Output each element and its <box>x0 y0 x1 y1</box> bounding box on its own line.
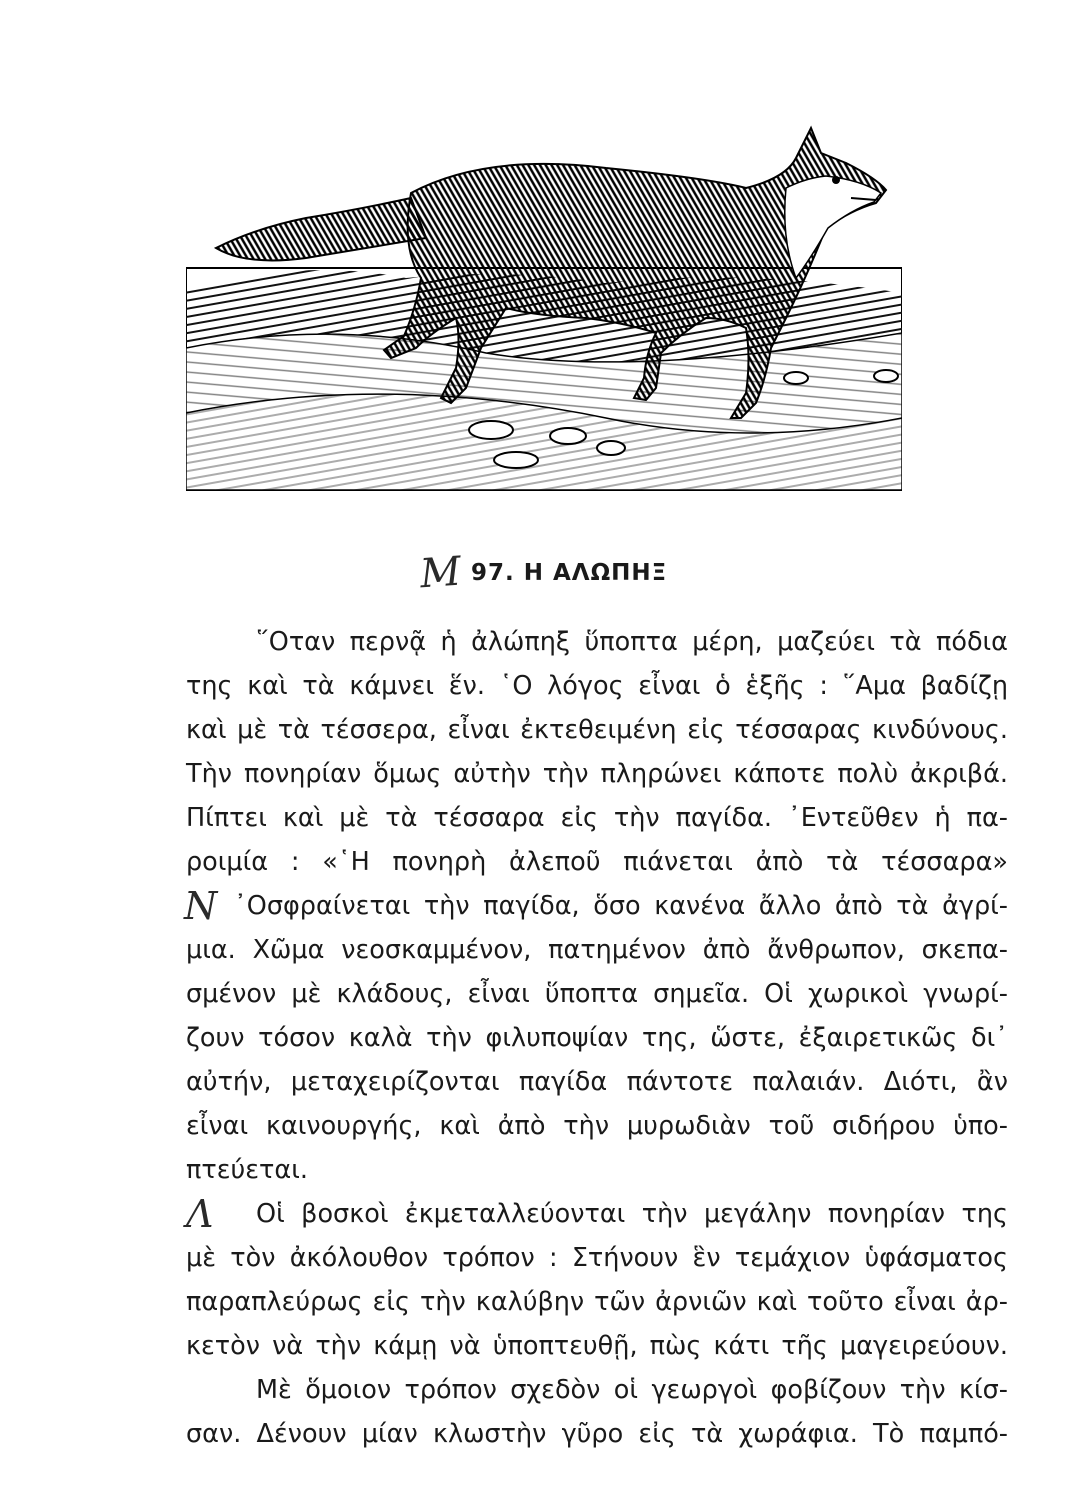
text-line: πτεύεται. <box>186 1155 308 1185</box>
text-line-content: Οἱ βοσκοὶ ἐκμεταλλεύονται τὴν μεγάλην πονηρίαν της <box>256 1199 1008 1229</box>
text-line: Μὲ ὅμοιον τρόπον σχεδὸν οἱ γεωργοὶ φοβίζουν τὴν κίσ- <box>256 1375 1008 1405</box>
text-line: παραπλεύρως εἰς τὴν καλύβην τῶν ἀρνιῶν καὶ τοῦτο εἶναι ἀρ- <box>186 1287 1008 1317</box>
heading <box>420 548 667 598</box>
text-line: της καὶ τὰ κάμνει ἕν. ῾Ο λόγος εἶναι ὁ ἑξῆς : ῞Αμα βαδίζῃ <box>186 671 1008 701</box>
text-line: μια. Χῶμα νεοσκαμμένον, πατημένον ἀπὸ ἄνθρωπον, σκεπα- <box>186 935 1008 965</box>
text-line-content: ᾿Οσφραίνεται τὴν παγίδα, ὅσο κανένα ἄλλο ἀπὸ τὰ ἀγρί- <box>234 891 1008 921</box>
text-line: Τὴν πονηρίαν ὅμως αὐτὴν τὴν πληρώνει κάποτε πολὺ ἀκριβά. <box>186 759 1008 789</box>
text-line: καὶ μὲ τὰ τέσσερα, εἶναι ἐκτεθειμένη εἰς τέσσαρας κινδύνους. <box>186 715 1008 745</box>
text-line: κετὸν νὰ τὴν κάμῃ νὰ ὑποπτευθῇ, πὼς κάτι τῆς μαγειρεύουν. <box>186 1331 1008 1361</box>
page-title: 97. Η ΑΛΩΠΗΞ <box>470 560 668 586</box>
text-line: αὐτήν, μεταχειρίζονται παγίδα πάντοτε παλαιάν. Διότι, ἂν <box>186 1067 1008 1097</box>
text-line: μὲ τὸν ἀκόλουθον τρόπον : Στήνουν ἓν τεμάχιον ὑφάσματος <box>186 1243 1008 1273</box>
text-line: ροιμία : «῾Η πονηρὴ ἀλεποῦ πιάνεται ἀπὸ τὰ τέσσαρα» <box>186 847 1008 877</box>
margin-mark: Λ <box>186 1192 214 1236</box>
text-line: σμένον μὲ κλάδους, εἶναι ὕποπτα σημεῖα. Οἱ χωρικοὶ γνωρί- <box>186 979 1008 1009</box>
text-line <box>186 1192 1008 1236</box>
text-line: Πίπτει καὶ μὲ τὰ τέσσαρα εἰς τὴν παγίδα. ᾿Εντεῦθεν ἡ πα- <box>186 803 1008 833</box>
body-text <box>186 620 1008 1456</box>
text-line: ῞Οταν περνᾷ ἡ ἀλώπηξ ὕποπτα μέρη, μαζεύει τὰ πόδια <box>256 627 1008 657</box>
text-line: σαν. Δένουν μίαν κλωστὴν γῦρο εἰς τὰ χωράφια. Τὸ παμπό- <box>186 1419 1008 1449</box>
margin-mark: Ν <box>184 884 218 928</box>
text-line <box>186 884 1008 928</box>
handwritten-mark: Μ <box>418 548 463 598</box>
text-line: ζουν τόσον καλὰ τὴν φιλυποψίαν της, ὥστε, ἐξαιρετικῶς δι᾿ <box>186 1023 1008 1053</box>
text-line: εἶναι καινουργής, καὶ ἀπὸ τὴν μυρωδιὰν τοῦ σιδήρου ὑπο- <box>186 1111 1008 1141</box>
fox-illustration <box>186 118 902 494</box>
